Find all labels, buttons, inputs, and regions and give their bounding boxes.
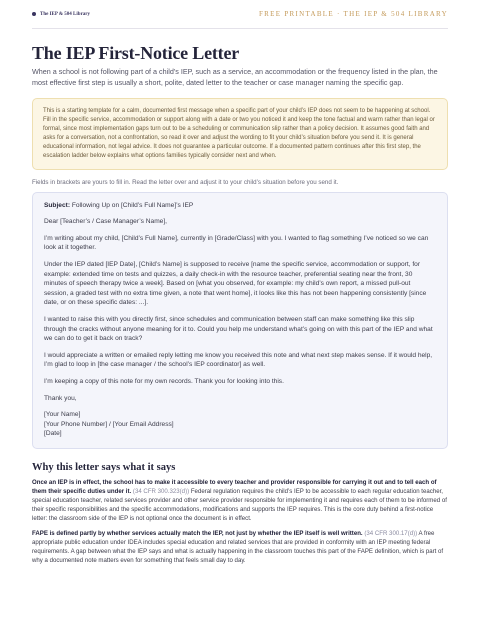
why-p1-bold: Once an IEP is in effect, the school has to make it accessible to every teacher and provider responsible for carrying it out and to tell each of them their specific duties under it.: [32, 478, 437, 495]
letter-signature: [44, 410, 436, 439]
letter-greeting: Dear [Teacher’s / Case Manager’s Name],: [44, 218, 168, 226]
signature-name: [Your Name]: [44, 411, 81, 419]
brand-logo[interactable]: [32, 12, 90, 17]
brand-name: The IEP & 504 Library: [40, 11, 91, 17]
why-paragraph-2: [32, 529, 448, 565]
subject-text: Following Up on [Child’s Full Name]’s IEP: [70, 201, 194, 209]
letter-template: [32, 192, 448, 449]
signature-date: [Date]: [44, 430, 62, 438]
page-title: The IEP First-Notice Letter: [32, 43, 240, 63]
fields-note: Fields in brackets are yours to fill in. Read the letter over and adjust it to your child’s situation before you send it.: [32, 178, 339, 186]
why-p2-text: A free appropriate public education under IDEA includes special education and related services that are provided in conformity with an IEP meeting federal requirements. A gap between what the IEP says and what is actually happening in the classroom touches this part of the FAPE definition, which is part of why a documented note matters even for something that feels small day to day.: [32, 529, 444, 564]
header-kicker: FREE PRINTABLE · THE IEP & 504 LIBRARY: [258, 10, 448, 18]
letter-paragraph-3: I wanted to raise this with you directly first, since schedules and communication between staff can make something like this slip through the cracks without anyone meaning for it to. Could you help me understand what’s going on with this part of the IEP and what we can do to get it back on track?: [44, 315, 433, 343]
why-p1-text: Federal regulation requires the child’s IEP to be accessible to each regular education teacher, special education teacher, related services provider and other service provider responsible for implementing it and requires each of them to be informed of their specific responsibilities and the specific accommodations, modifications and supports the IEP requires. This is the core duty behind a first-notice letter: the classroom side of the IEP is not optional once the document is in effect.: [32, 487, 447, 522]
signature-contact: [Your Phone Number] / [Your Email Address]: [44, 420, 174, 428]
letter-paragraph-1: I’m writing about my child, [Child’s Full Name], currently in [Grade/Class] with you. I wanted to flag something I’ve noticed so we can look at it together.: [44, 234, 429, 252]
why-section: [32, 478, 448, 565]
why-p1-citation[interactable]: (34 CFR 300.323(d)): [131, 487, 190, 495]
top-bar: [32, 0, 448, 29]
letter-subject: [44, 201, 436, 211]
why-p2-citation[interactable]: (34 CFR 300.17(d)): [362, 529, 418, 537]
letter-closing: Thank you,: [44, 394, 77, 402]
why-paragraph-1: [32, 478, 448, 523]
lead-paragraph: When a school is not following part of a child’s IEP, such as a service, an accommodation or the frequency listed in the plan, the most effective first step is usually a short, polite, dated letter to the teacher or case manager naming the specific gap.: [32, 67, 438, 87]
letter-paragraph-5: I’m keeping a copy of this note for my own records. Thank you for looking into this.: [44, 377, 284, 385]
subject-label: Subject:: [44, 201, 71, 209]
letter-paragraph-2: Under the IEP dated [IEP Date], [Child’s Name] is supposed to receive [name the specific service, accommodation or support, for example: extended time on tests and quizzes, a daily check-in with the resource teacher, preferential seating near the front, 30 minutes of speech therapy twice a week]. Based on [what you observed, for example: my child’s own report, a missed pull-out session, a graded test with no extra time given, a note that went home], it looks like this has not been happening consistently [since date, or on these specific dates: ...].: [44, 261, 427, 307]
why-p2-bold: FAPE is defined partly by whether services actually match the IEP, not just by whether the IEP itself is well written.: [32, 529, 363, 537]
letter-paragraph-4: I would appreciate a written or emailed reply letting me know you received this note and what next step makes sense. If it would help, I’m glad to loop in [the case manager / the school’s IEP coordinator] as well.: [44, 351, 433, 369]
brand-dot-icon: [32, 12, 36, 16]
notice-box: This is a starting template for a calm, documented first message when a specific part of your child’s IEP does not seem to be happening at school. Fill in the specific service, accommodation or support along with a date or two you noticed it and keep the tone factual and warm rather than legal or formal, since most implementation gaps turn out to be a scheduling or communication slip rather than a policy decision. It assumes good faith and asks for a conversation, not a confrontation, so read it over and adjust the wording to fit your child’s situation before you send it. It is general educational information, not legal advice. It does not guarantee a particular outcome. If a documented pattern continues after this first step, the escalation ladder below explains what options families typically consider next and when.: [32, 98, 448, 169]
why-heading: Why this letter says what it says: [32, 461, 176, 473]
